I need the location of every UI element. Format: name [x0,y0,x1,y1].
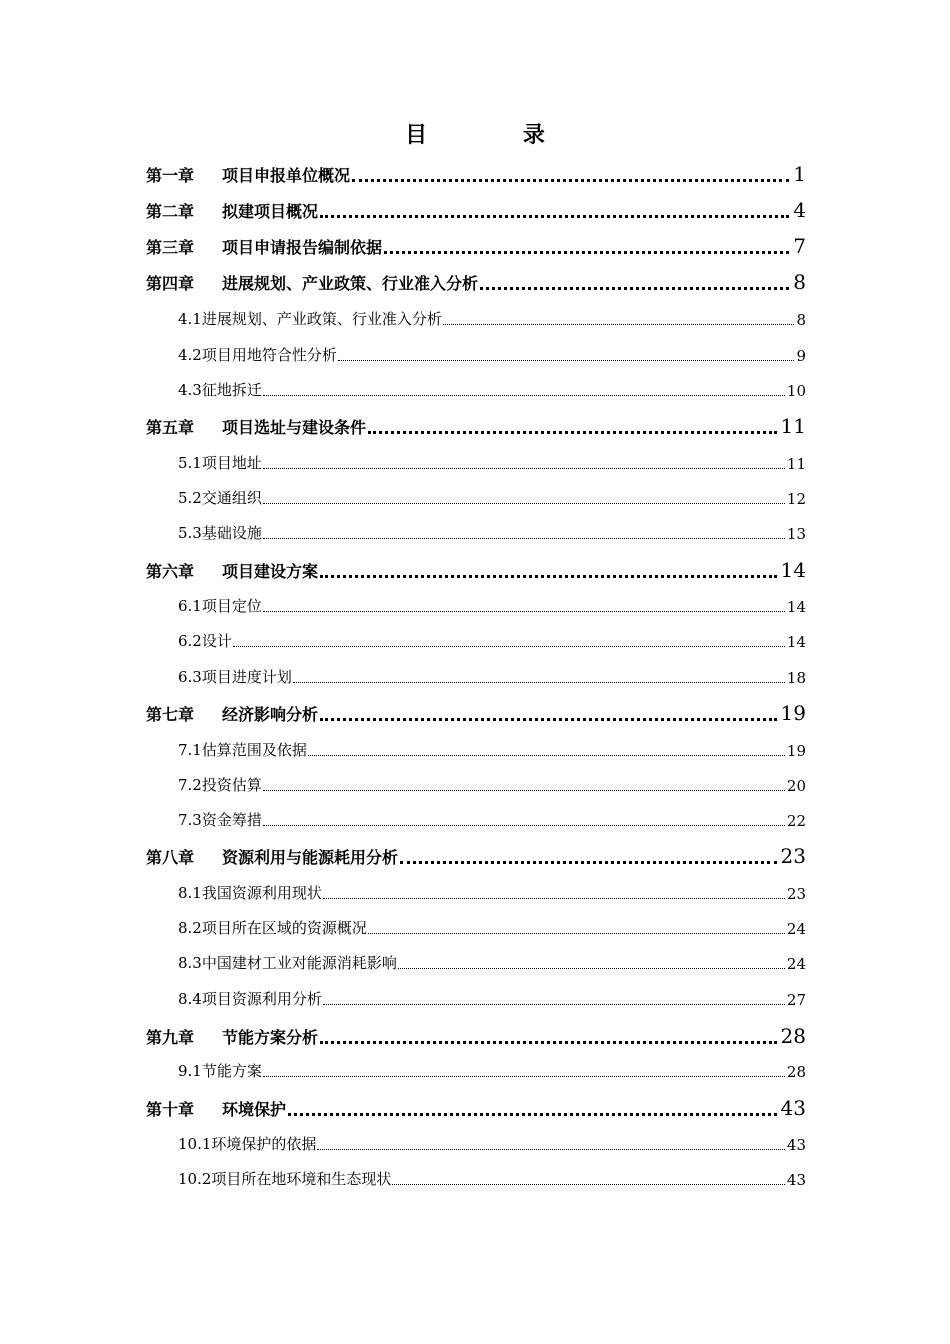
toc-section-entry[interactable] [178,917,806,938]
toc-entry-label [178,487,262,508]
toc-entry-title: 9.1节能方案 [178,1062,262,1080]
page-title: 目 录 [405,122,589,148]
toc-page-number: 1 [793,162,806,186]
toc-entry-title: 10.2项目所在地环境和生态现状 [178,1170,392,1188]
toc-entry-title: 项目申报单位概况 [222,166,351,185]
dot-leader [263,395,785,396]
toc-page-number: 20 [786,777,806,795]
toc-section-entry[interactable] [178,630,806,651]
dot-leader [320,215,789,218]
toc-entry-title: 经济影响分析 [222,705,319,724]
toc-section-entry[interactable] [178,774,806,795]
toc-page-number: 7 [793,234,806,258]
toc-entry-label [146,845,398,868]
toc-entry-title: 6.3项目进度计划 [178,668,292,686]
toc-entry-label [178,666,292,687]
toc-entry-title: 6.1项目定位 [178,597,262,615]
toc-entry-label [178,308,442,329]
toc-page-number: 19 [780,701,806,725]
toc-page-number: 11 [780,414,806,438]
dot-leader [320,575,777,578]
toc-page-number: 23 [780,844,806,868]
toc-entry-label [178,344,337,365]
toc-page-number: 14 [786,633,806,651]
dot-leader [400,861,777,864]
toc-entry-title: 8.2项目所在区域的资源概况 [178,919,367,937]
toc-section-entry[interactable] [178,522,806,543]
toc-entry-title: 4.1进展规划、产业政策、行业准入分析 [178,310,442,328]
dot-leader [233,646,785,647]
toc-entry-label [178,952,397,973]
toc-chapter-entry[interactable] [146,270,806,294]
toc-chapter-entry[interactable] [146,1024,806,1048]
toc-entry-label [178,379,262,400]
toc-entry-title: 进展规划、产业政策、行业准入分析 [222,274,479,293]
toc-entry-title: 8.3中国建材工业对能源消耗影响 [178,954,397,972]
toc-page-number: 23 [786,885,806,903]
toc-chapter-entry[interactable] [146,198,806,222]
toc-entry-label [178,1133,316,1154]
chapter-number: 第七章 [146,705,195,724]
dot-leader [263,611,785,612]
toc-entry-title: 8.4项目资源利用分析 [178,990,322,1008]
toc-entry-title: 4.2项目用地符合性分析 [178,346,337,364]
toc-page-number: 12 [786,490,806,508]
toc-entry-title: 8.1我国资源利用现状 [178,884,322,902]
toc-section-entry[interactable] [178,809,806,830]
chapter-number: 第一章 [146,166,195,185]
toc-entry-label [178,774,262,795]
chapter-number: 第五章 [146,418,195,437]
toc-entry-label [178,739,307,760]
toc-entry-label [146,559,318,582]
toc-entry-title: 6.2设计 [178,632,232,650]
chapter-number: 第四章 [146,274,195,293]
toc-page-number: 18 [786,669,806,687]
dot-leader [320,718,777,721]
toc-page-number: 28 [780,1024,806,1048]
dot-leader [398,968,785,969]
dot-leader [368,431,777,434]
toc-entry-label [178,522,262,543]
dot-leader [293,682,785,683]
toc-entry-label [146,415,366,438]
toc-entry-label [146,271,478,294]
dot-leader [338,360,795,361]
toc-section-entry[interactable] [178,452,806,473]
toc-entry-label [178,988,322,1009]
toc-page-number: 4 [793,198,806,222]
dot-leader [392,1184,785,1185]
toc-chapter-entry[interactable] [146,844,806,868]
toc-entry-label [178,1060,262,1081]
toc-entry-label [146,1097,286,1120]
toc-page-number: 14 [780,558,806,582]
dot-leader [352,179,789,182]
toc-entry-label [146,235,382,258]
toc-section-entry[interactable] [178,988,806,1009]
toc-entry-title: 10.1环境保护的依据 [178,1135,317,1153]
toc-page-number: 8 [793,270,806,294]
toc-entry-label [178,917,367,938]
toc-entry-title: 4.3征地拆迁 [178,381,262,399]
toc-entry-label [178,630,232,651]
dot-leader [263,790,785,791]
toc-chapter-entry[interactable] [146,234,806,258]
toc-section-entry[interactable] [178,344,806,365]
toc-page-number: 9 [796,347,806,365]
toc-entry-label [146,199,318,222]
toc-page-number: 8 [796,311,806,329]
chapter-number: 第十章 [146,1100,195,1119]
toc-entry-label [146,163,350,186]
toc-page-number: 24 [786,955,806,973]
toc-chapter-entry[interactable] [146,701,806,725]
toc-section-entry[interactable] [178,595,806,616]
toc-chapter-entry[interactable] [146,414,806,438]
dot-leader [323,1004,785,1005]
dot-leader [323,898,785,899]
toc-entry-title: 5.3基础设施 [178,524,262,542]
toc-entry-label [178,1168,391,1189]
toc-entry-title: 7.2投资估算 [178,776,262,794]
chapter-number: 第九章 [146,1028,195,1047]
toc-page-number: 10 [786,382,806,400]
toc-entry-label [146,1025,318,1048]
chapter-number: 第二章 [146,202,195,221]
toc-entry-label [178,882,322,903]
toc-entry-label [146,702,318,725]
toc-page-number: 19 [786,742,806,760]
dot-leader [308,755,785,756]
toc-page-number: 27 [786,991,806,1009]
dot-leader [480,287,789,290]
dot-leader [263,825,785,826]
toc-section-entry[interactable] [178,1133,806,1154]
toc-entry-label [178,452,262,473]
toc-section-entry[interactable] [178,666,806,687]
toc-entry-label [178,809,262,830]
toc-section-entry[interactable] [178,882,806,903]
toc-page-number: 24 [786,920,806,938]
toc-entry-title: 资源利用与能源耗用分析 [222,848,399,867]
dot-leader [263,538,785,539]
toc-section-entry[interactable] [178,1168,806,1189]
toc-section-entry[interactable] [178,952,806,973]
toc-entry-title: 节能方案分析 [222,1028,319,1047]
toc-entry-title: 7.3资金筹措 [178,811,262,829]
toc-page-number: 43 [786,1171,806,1189]
dot-leader [263,468,785,469]
chapter-number: 第三章 [146,238,195,257]
toc-section-entry[interactable] [178,487,806,508]
dot-leader [288,1113,777,1116]
toc-page-number: 43 [780,1096,806,1120]
toc-section-entry[interactable] [178,739,806,760]
toc-entry-title: 项目申请报告编制依据 [222,238,383,257]
chapter-number: 第八章 [146,848,195,867]
toc-entry-title: 7.1估算范围及依据 [178,741,307,759]
dot-leader [263,503,785,504]
toc-entry-title: 环境保护 [222,1100,287,1119]
toc-page-number: 22 [786,812,806,830]
dot-leader [317,1149,785,1150]
toc-entry-title: 5.2交通组织 [178,489,262,507]
toc-page-number: 11 [786,455,806,473]
toc-section-entry[interactable] [178,1060,806,1081]
dot-leader [368,933,785,934]
dot-leader [320,1041,777,1044]
toc-page-number: 13 [786,525,806,543]
toc-chapter-entry[interactable] [146,558,806,582]
toc-page-number: 14 [786,598,806,616]
toc-page-number: 28 [786,1063,806,1081]
toc-chapter-entry[interactable] [146,1096,806,1120]
toc-page-number: 43 [786,1136,806,1154]
toc-entry-title: 项目建设方案 [222,562,319,581]
toc-entry-title: 项目选址与建设条件 [222,418,367,437]
toc-section-entry[interactable] [178,379,806,400]
dot-leader [384,251,789,254]
dot-leader [263,1076,785,1077]
toc-entry-title: 5.1项目地址 [178,454,262,472]
toc-entry-title: 拟建项目概况 [222,202,319,221]
toc-entry-label [178,595,262,616]
chapter-number: 第六章 [146,562,195,581]
dot-leader [443,324,795,325]
toc-section-entry[interactable] [178,308,806,329]
toc-chapter-entry[interactable] [146,162,806,186]
